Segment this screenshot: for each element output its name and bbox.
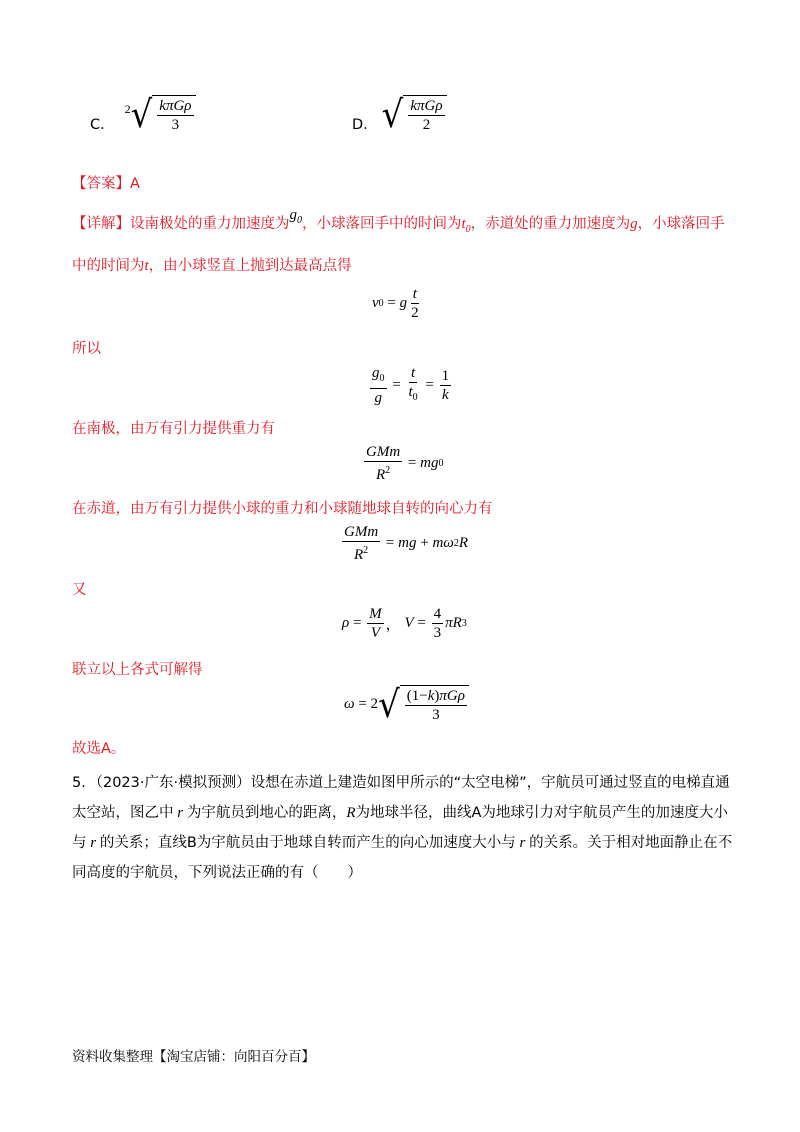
question-5-line-4: 同高度的宇航员，下列说法正确的有（ ） <box>72 865 362 881</box>
symbol-t: t <box>144 258 149 274</box>
question-text: 的关系。关于相对地面静止在不 <box>529 835 733 851</box>
symbol-t0: $t_0$ <box>461 216 471 235</box>
answer-line <box>72 172 140 193</box>
equation-south-pole: $\frac{\text{GMm}}{R^2}$ = mg 0 <box>366 444 444 483</box>
equation-omega: ω = 2 √ $\frac{\text{(1−k)πGρ}}{3}$ <box>344 685 469 724</box>
explanation-tag: 【详解】 <box>72 216 130 232</box>
symbol-g0: $g_0$ <box>289 207 302 226</box>
question-5 <box>72 768 732 888</box>
option-c-sqrt: √ $\frac{\text{kπGρ}}{3}$ <box>131 95 196 134</box>
question-text: 与 <box>72 835 87 851</box>
explanation-text: 设南极处的重力加速度为 <box>130 216 290 232</box>
option-d-label: D． <box>352 117 378 133</box>
question-5-line-1: 5．（2023·广东·模拟预测）设想在赤道上建造如图甲所示的“太空电梯”，宇航员可通过竖直的电梯直通 <box>72 775 730 791</box>
question-text: 的关系；直线B为宇航员由于地球自转而产生的向心加速度大小与 <box>99 835 516 851</box>
option-c-den: 3 <box>171 117 180 133</box>
question-text: 为地球半径，曲线A为地球引力对宇航员产生的加速度大小 <box>355 805 728 821</box>
also-label: 又 <box>72 582 87 598</box>
explanation-text: ，小球落回手中的时间为 <box>302 216 462 232</box>
question-text: 为宇航员到地心的距离， <box>186 805 347 821</box>
explanation-text: ，赤道处的重力加速度为 <box>470 216 631 232</box>
option-c-coef: 2 <box>124 102 131 116</box>
symbol-g: g <box>630 216 638 232</box>
question-text: 太空站，图乙中 <box>72 805 174 821</box>
option-c-label: C． <box>90 117 115 133</box>
equator-label: 在赤道，由万有引力提供小球的重力和小球随地球自转的向心力有 <box>72 501 493 517</box>
symbol-r: r <box>86 835 100 851</box>
option-c <box>90 92 196 137</box>
so-label: 所以 <box>72 341 101 357</box>
explanation-line-1 <box>72 207 725 235</box>
equation-equator: $\frac{\text{GMm}}{R^2}$ = mg + mω 2 R <box>344 524 469 563</box>
footer-text: 资料收集整理【淘宝店铺：向阳百分百】 <box>72 1049 315 1065</box>
question-5-line-2 <box>72 798 732 828</box>
equation-density: ρ = $\frac{M}{V}$ ， V = $\frac{4}{3}$ πR 3 <box>342 606 467 641</box>
symbol-r: r <box>173 805 187 821</box>
answer-value: A <box>130 176 140 192</box>
option-d-num: kπGρ <box>410 98 443 114</box>
explanation-text: 中的时间为 <box>72 258 145 274</box>
explanation-text: ，由小球竖直上抛到达最高点得 <box>148 258 352 274</box>
option-d-sqrt: √ $\frac{\text{kπGρ}}{2}$ <box>382 95 447 134</box>
question-5-line-3 <box>72 828 732 858</box>
equation-ratio: $\frac{g_0}{g}$ = $\frac{t}{t_0}$ = $\frac{1}{k}$ <box>372 365 450 406</box>
answer-tag: 【答案】 <box>72 176 130 192</box>
symbol-R: R <box>346 805 356 821</box>
option-d <box>352 92 447 137</box>
option-d-den: 2 <box>422 117 431 133</box>
south-pole-label: 在南极，由万有引力提供重力有 <box>72 421 275 437</box>
option-c-num: kπGρ <box>159 98 192 114</box>
choose-label: 故选A。 <box>72 741 126 757</box>
combine-label: 联立以上各式可解得 <box>72 662 203 678</box>
symbol-r: r <box>515 835 530 851</box>
explanation-text: ，小球落回手 <box>637 216 725 232</box>
equation-v0: v 0 = g $\frac{t}{2}$ <box>372 286 419 321</box>
explanation-line-2 <box>72 254 352 275</box>
